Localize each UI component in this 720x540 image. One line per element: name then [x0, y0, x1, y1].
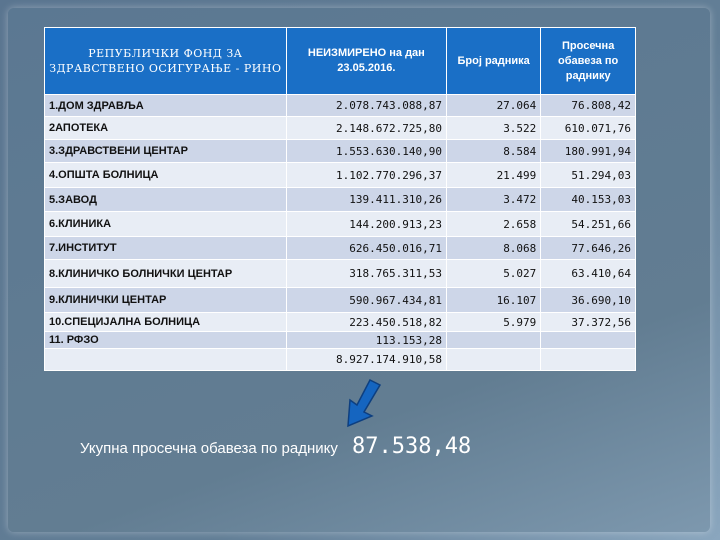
average-cell: 77.646,26 — [541, 237, 636, 260]
institution-cell: 9.КЛИНИЧКИ ЦЕНТАР — [45, 288, 287, 313]
average-cell: 76.808,42 — [541, 95, 636, 117]
workers-cell: 16.107 — [446, 288, 540, 313]
workers-cell: 3.472 — [446, 188, 540, 212]
table-row — [45, 349, 636, 371]
average-cell: 63.410,64 — [541, 260, 636, 288]
average-cell: 40.153,03 — [541, 188, 636, 212]
table-row — [45, 212, 636, 237]
institution-cell: 4.ОПШТА БОЛНИЦА — [45, 163, 287, 188]
table-row — [45, 140, 636, 163]
average-cell: 54.251,66 — [541, 212, 636, 237]
table-row — [45, 237, 636, 260]
table-row — [45, 260, 636, 288]
workers-cell: 27.064 — [446, 95, 540, 117]
amount-cell: 223.450.518,82 — [286, 313, 446, 332]
table-row — [45, 288, 636, 313]
institution-cell: 1.ДОМ ЗДРАВЉА — [45, 95, 287, 117]
workers-cell: 3.522 — [446, 117, 540, 140]
institution-cell: 7.ИНСТИТУТ — [45, 237, 287, 260]
amount-cell: 144.200.913,23 — [286, 212, 446, 237]
average-cell: 51.294,03 — [541, 163, 636, 188]
institution-cell — [45, 349, 287, 371]
total-average-summary — [80, 434, 471, 459]
amount-cell: 2.148.672.725,80 — [286, 117, 446, 140]
table-row — [45, 313, 636, 332]
workers-cell: 5.027 — [446, 260, 540, 288]
workers-cell: 8.068 — [446, 237, 540, 260]
average-cell — [541, 349, 636, 371]
table-row — [45, 332, 636, 349]
amount-cell: 113.153,28 — [286, 332, 446, 349]
table-header-row — [45, 28, 636, 95]
institution-cell: 10.СПЕЦИЈАЛНА БОЛНИЦА — [45, 313, 287, 332]
workers-cell: 21.499 — [446, 163, 540, 188]
header-average: Просечна обавеза по раднику — [541, 28, 636, 95]
institution-cell: 2АПОТЕКА — [45, 117, 287, 140]
amount-cell: 590.967.434,81 — [286, 288, 446, 313]
debt-table — [44, 27, 636, 371]
summary-value: 87.538,48 — [352, 434, 472, 459]
table-row — [45, 163, 636, 188]
amount-cell: 2.078.743.088,87 — [286, 95, 446, 117]
average-cell: 36.690,10 — [541, 288, 636, 313]
amount-cell: 1.553.630.140,90 — [286, 140, 446, 163]
average-cell — [541, 332, 636, 349]
amount-cell: 8.927.174.910,58 — [286, 349, 446, 371]
institution-cell: 5.ЗАВОД — [45, 188, 287, 212]
table-body — [45, 95, 636, 371]
amount-cell: 1.102.770.296,37 — [286, 163, 446, 188]
average-cell: 610.071,76 — [541, 117, 636, 140]
header-unpaid: НЕИЗМИРЕНО на дан 23.05.2016. — [286, 28, 446, 95]
arrow-down-left-icon — [340, 376, 390, 431]
amount-cell: 139.411.310,26 — [286, 188, 446, 212]
institution-cell: 8.КЛИНИЧКО БОЛНИЧКИ ЦЕНТАР — [45, 260, 287, 288]
summary-label: Укупна просечна обавеза по раднику — [80, 440, 338, 457]
institution-cell: 3.ЗДРАВСТВЕНИ ЦЕНТАР — [45, 140, 287, 163]
workers-cell — [446, 332, 540, 349]
average-cell: 180.991,94 — [541, 140, 636, 163]
amount-cell: 318.765.311,53 — [286, 260, 446, 288]
workers-cell: 5.979 — [446, 313, 540, 332]
institution-cell: 6.КЛИНИКА — [45, 212, 287, 237]
workers-cell: 8.584 — [446, 140, 540, 163]
institution-cell: 11. РФЗО — [45, 332, 287, 349]
table-row — [45, 95, 636, 117]
table-row — [45, 188, 636, 212]
header-workers: Број радника — [446, 28, 540, 95]
table-row — [45, 117, 636, 140]
header-institution: РЕПУБЛИЧКИ ФОНД ЗА ЗДРАВСТВЕНО ОСИГУРАЊЕ - РИНО — [45, 28, 287, 95]
workers-cell: 2.658 — [446, 212, 540, 237]
average-cell: 37.372,56 — [541, 313, 636, 332]
workers-cell — [446, 349, 540, 371]
amount-cell: 626.450.016,71 — [286, 237, 446, 260]
